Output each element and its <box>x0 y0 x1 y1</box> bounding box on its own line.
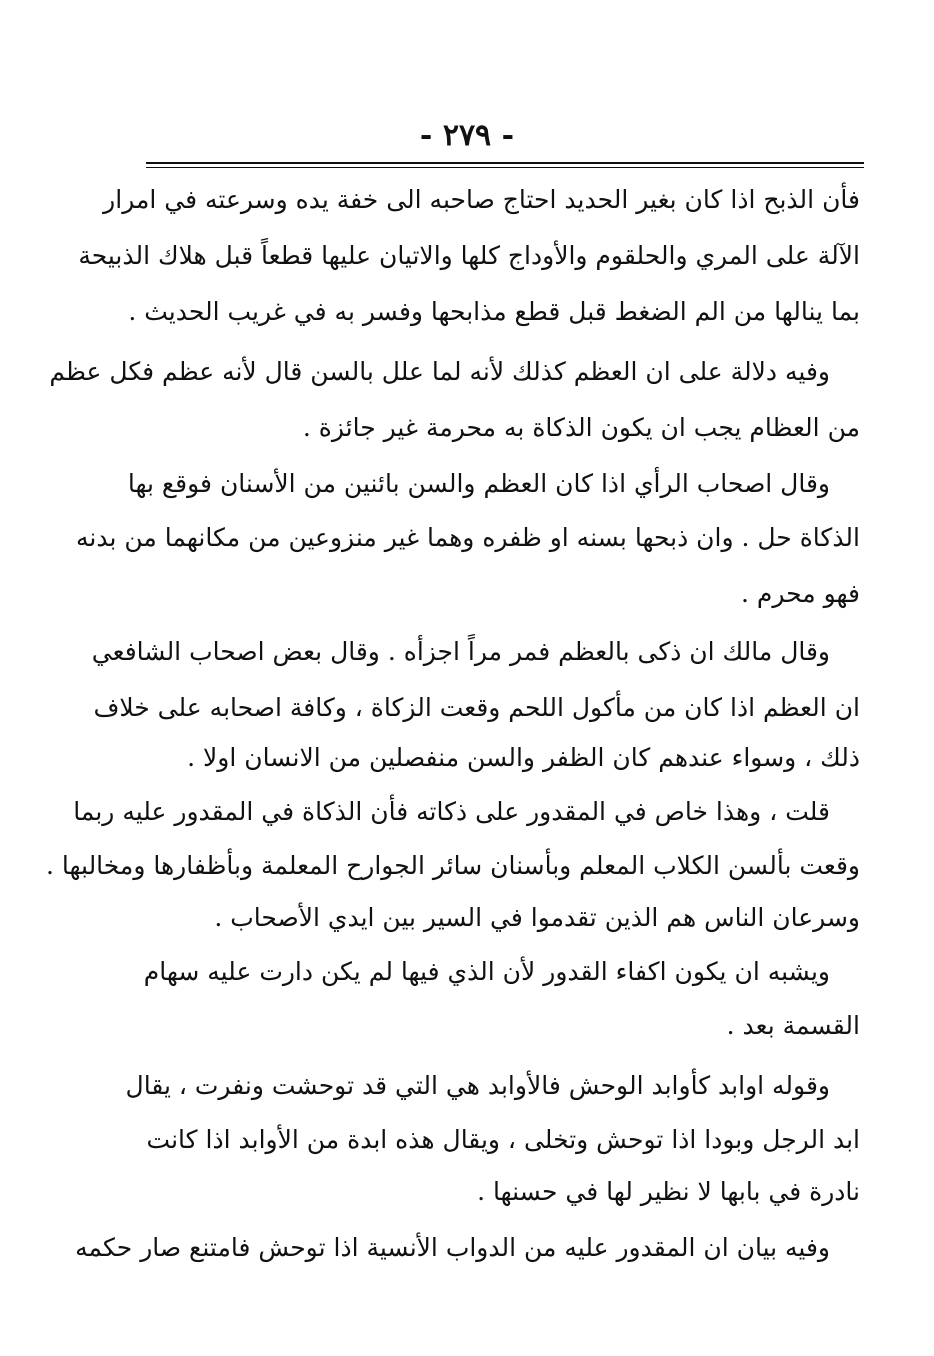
text-line: بما ينالها من الم الضغط قبل قطع مذابحها وفسر به في غريب الحديث . <box>128 297 860 326</box>
text-line: وقوله اوابد كأوابد الوحش فالأوابد هي التي قد توحشت ونفرت ، يقال <box>125 1071 830 1100</box>
text-line: فأن الذبح اذا كان بغير الحديد احتاج صاحبه الى خفة يده وسرعته في امرار <box>103 185 860 214</box>
text-line: من العظام يجب ان يكون الذكاة به محرمة غير جائزة . <box>302 413 860 442</box>
text-line: ذلك ، وسواء عندهم كان الظفر والسن منفصلين من الانسان اولا . <box>187 743 860 772</box>
text-line: ابد الرجل وبودا اذا توحش وتخلى ، ويقال هذه ابدة من الأوابد اذا كانت <box>146 1125 860 1154</box>
text-line: فهو محرم . <box>740 579 860 608</box>
text-line: الآلة على المري والحلقوم والأوداج كلها والاتيان عليها قطعاً قبل هلاك الذبيحة <box>78 241 860 270</box>
text-line: قلت ، وهذا خاص في المقدور على ذكاته فأن الذكاة في المقدور عليه ربما <box>73 797 830 826</box>
text-line: وقال مالك ان ذكى بالعظم فمر مراً اجزأه . وقال بعض اصحاب الشافعي <box>91 637 830 666</box>
text-line: وسرعان الناس هم الذين تقدموا في السير بين ايدي الأصحاب . <box>214 903 860 932</box>
text-line: ان العظم اذا كان من مأكول اللحم وقعت الزكاة ، وكافة اصحابه على خلاف <box>93 693 860 722</box>
text-line: وقال اصحاب الرأي اذا كان العظم والسن بائنين من الأسنان فوقع بها <box>127 469 830 498</box>
text-line: ويشبه ان يكون اكفاء القدور لأن الذي فيها لم يكن دارت عليه سهام <box>143 957 830 986</box>
text-line: الذكاة حل . وان ذبحها بسنه او ظفره وهما غير منزوعين من مكانهما من بدنه <box>76 523 860 552</box>
text-line: وفيه بيان ان المقدور عليه من الدواب الأنسية اذا توحش فامتنع صار حكمه <box>75 1233 830 1262</box>
page-number: - ٢٧٩ - <box>419 118 515 153</box>
text-line: نادرة في بابها لا نظير لها في حسنها . <box>477 1177 860 1206</box>
header-rule <box>146 162 864 164</box>
header-rule-thin <box>146 167 864 168</box>
text-line: وفيه دلالة على ان العظم كذلك لأنه لما علل بالسن قال لأنه عظم فكل عظم <box>49 357 830 386</box>
text-line: القسمة بعد . <box>726 1011 860 1040</box>
text-line: وقعت بألسن الكلاب المعلم وبأسنان سائر الجوارح المعلمة وبأظفارها ومخالبها . <box>45 851 860 880</box>
